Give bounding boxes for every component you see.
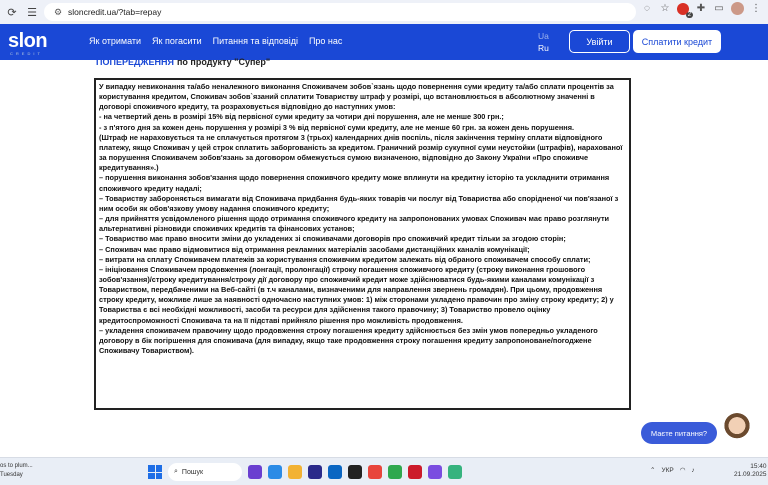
- site-info-icon[interactable]: ⚙: [53, 6, 63, 17]
- site-logo-sub: CREDIT: [10, 51, 43, 56]
- app-chrome-icon[interactable]: [368, 465, 382, 479]
- warning-paragraph: – Товариству забороняється вимагати від Споживача придбання будь-яких товарів чи послуг від Товариства або спорідненої чи пов'язаної з ним особи як обов'язкову умову надання споживчого кредиту;: [99, 193, 619, 213]
- profile-avatar[interactable]: [731, 2, 744, 15]
- lang-ru[interactable]: Ru: [538, 43, 549, 53]
- app-green-icon[interactable]: [388, 465, 402, 479]
- taskbar-search-label: Пошук: [181, 468, 204, 476]
- warning-paragraph: – Товариство має право вносити зміни до укладених зі споживачами договорів про споживчий кредит тільки за згодою сторін;: [99, 234, 566, 244]
- app-copilot-icon[interactable]: [248, 465, 262, 479]
- warning-paragraph: - на четвертий день в розмірі 15% від первісної суми кредиту за чотири дні порушення, але не менше 300 грн.;: [99, 112, 504, 122]
- site-header: [0, 24, 768, 60]
- chat-button[interactable]: Маєте питання?: [641, 422, 717, 444]
- warning-paragraph: – укладення споживачем правочину щодо продовження строку погашення кредиту здійснюється без змін умов попередньо укладеного договору в бік погіршення для споживача (для випадку, якщо таке продовження строку погашення кредиту запропоноване/погоджене Споживачу Товариством).: [99, 325, 598, 356]
- reload-icon[interactable]: ⟳: [7, 6, 17, 19]
- nav-about[interactable]: Про нас: [308, 36, 343, 46]
- tray-chevron-icon[interactable]: ⌃: [650, 467, 656, 474]
- login-button[interactable]: Увійти: [569, 30, 630, 53]
- windows-taskbar: [0, 457, 768, 485]
- taskbar-search[interactable]: [168, 463, 242, 481]
- clock-date: 21.09.2025: [734, 471, 767, 478]
- sidebar-icon[interactable]: ▭: [714, 2, 724, 14]
- warning-paragraph: – порушення виконання зобов'язання щодо повернення споживчого кредиту може вплинути на кредитну історію та ускладнити отримання споживчого кредиту надалі;: [99, 173, 610, 193]
- warning-product: по продукту "Супер": [176, 57, 271, 67]
- weather-line1: os to plum...: [0, 463, 33, 469]
- tray-language[interactable]: УКР: [661, 466, 674, 474]
- browser-toolbar: [0, 0, 768, 24]
- bookmark-star-icon[interactable]: ☆: [660, 2, 670, 14]
- more-menu-icon[interactable]: ⋮: [751, 2, 761, 14]
- pay-credit-button[interactable]: Сплатити кредит: [633, 30, 721, 53]
- nav-how-to-get[interactable]: Як отримати: [89, 36, 142, 46]
- app-dropbox-icon[interactable]: [348, 465, 362, 479]
- weather-line2: Tuesday: [0, 472, 23, 478]
- extensions-puzzle-icon[interactable]: ✚: [696, 2, 706, 14]
- app-edge-icon[interactable]: [268, 465, 282, 479]
- address-bar-url[interactable]: sloncredit.ua/?tab=repay: [68, 7, 162, 17]
- warning-paragraph: – ініціювання Споживачем продовження (лонгації, пролонгації) строку погашення споживчого кредиту (строку виконання грошового зобов'язання)/строку кредитування/строку дії договору про споживчий кредит може здійснюватися будь-якими каналами комунікації з Товариством, передбаченими на Веб-сайті (в т.ч каналами, визначеними для направлення звернень громадян). При цьому, продовження строку кредиту, можливе лише за наявності одночасно наступних умов: 1) між сторонами укладено правочин про зміну строку кредиту; 2) у Товариства є всі необхідні можливості, засоби та ресурси для здійснення такого правочину; 3) Товариство провело оцінку кредитоспроможності Споживача та на її підставі прийняло рішення про можливість продовження.: [99, 264, 614, 325]
- warning-title: ПОПЕРЕДЖЕННЯ: [96, 57, 174, 67]
- tune-icon[interactable]: ☰: [27, 6, 37, 19]
- warning-paragraph: - з п'ятого дня за кожен день порушення у розмірі 3 % від первісної суми кредиту, але не менше 60 грн. за кожен день порушення.: [99, 122, 575, 132]
- wifi-icon[interactable]: ◠: [679, 467, 686, 474]
- site-logo[interactable]: slon: [8, 30, 48, 52]
- app-opera-icon[interactable]: [408, 465, 422, 479]
- chat-agent-avatar[interactable]: [722, 413, 752, 449]
- warning-paragraph: – витрати на сплату Споживачем платежів за користування споживчим кредитом залежать від обраного споживачем способу сплати;: [99, 254, 591, 264]
- volume-icon[interactable]: ♪: [691, 466, 695, 474]
- app-l-icon[interactable]: [308, 465, 322, 479]
- warning-paragraph: У випадку невиконання та/або неналежного виконання Споживачем зобов`язань щодо повернення суми кредиту та/або сплати процентів за користування кредитом, Споживач зобов`язаний сплатити Товариству штраф у розмірі, що встановлюється в абсолютному значенні в договорі споживчого кредиту, та розраховується відповідно до наступних умов:: [99, 82, 614, 112]
- app-explorer-icon[interactable]: [288, 465, 302, 479]
- weather-widget[interactable]: [0, 462, 33, 480]
- app-mail-icon[interactable]: [328, 465, 342, 479]
- warning-paragraph: (Штраф не нараховується та не сплачується протягом 3 (трьох) календарних днів поспіль, після закінчення терміну сплати відповідного платежу, якщо Споживач у цей строк сплатить заборгованість за кредитом. Граничний розмір сукупної суми неустойки (штрафів), нарахованої за порушення Споживачем зобов'язань за договором обмежується сумою визначеною, відповідно до Закону України «Про споживче кредитування».): [99, 132, 623, 173]
- warning-paragraph: – Споживач має право відмовитися від отримання рекламних матеріалів засобами дистанційних каналів комунікації;: [99, 244, 530, 254]
- app-viber-icon[interactable]: [428, 465, 442, 479]
- warning-text-box: [94, 78, 631, 410]
- search-icon: ⌕: [174, 468, 178, 475]
- extension-icon[interactable]: 2: [677, 3, 689, 15]
- main-nav: [89, 36, 342, 46]
- eye-off-icon[interactable]: ◌: [644, 2, 650, 14]
- address-bar[interactable]: [44, 3, 636, 21]
- warning-heading: [96, 57, 270, 67]
- windows-start-icon[interactable]: [148, 465, 162, 479]
- lang-ua[interactable]: Ua: [538, 31, 549, 41]
- nav-how-to-repay[interactable]: Як погасити: [152, 36, 202, 46]
- language-switcher: [538, 30, 549, 54]
- taskbar-clock[interactable]: [734, 463, 767, 479]
- nav-faq[interactable]: Питання та відповіді: [212, 36, 298, 46]
- clock-time: 15:40: [750, 463, 767, 470]
- warning-paragraph: – для прийняття усвідомленого рішення щодо отримання споживчого кредиту на запропонованих умовах Споживач має право розглянути альтернативні різновиди споживчих кредитів та фінансових установ;: [99, 214, 610, 234]
- app-tiktok-icon[interactable]: [448, 465, 462, 479]
